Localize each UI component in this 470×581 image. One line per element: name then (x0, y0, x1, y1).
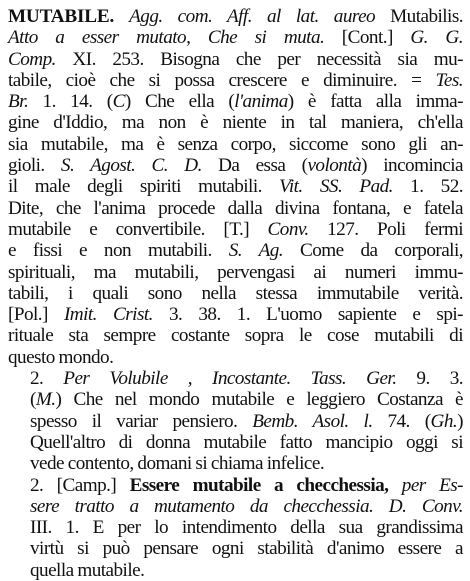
text-run (114, 6, 129, 27)
italic-run: S. Agost. C. D. (60, 155, 202, 177)
italic-run: Agg. com. Aff. al lat. aureo (129, 6, 376, 27)
text-run: ) incomincia (361, 155, 463, 177)
italic-run: C (112, 91, 125, 113)
text-run: 9. 3. (396, 368, 464, 390)
text-run: 1. 52. (392, 176, 464, 198)
text-run: 1. 14. ( (28, 91, 113, 113)
sense-3-paragraph (8, 475, 463, 581)
text-line (8, 517, 463, 538)
italic-run: M. (35, 389, 56, 411)
text-line (8, 176, 463, 197)
text-run: XI. 253. Bisogna che per necessità sia mu- (55, 48, 463, 70)
bold-run: Essere mutabile a checchessia, (129, 474, 389, 496)
text-line (8, 91, 463, 112)
text-run: spirituali, ma mutabili, pervengasi ai numeri immu- (8, 261, 463, 283)
text-run: ) (457, 410, 463, 432)
text-run: tabile, cioè che si possa crescere e diminuire. = (8, 69, 436, 91)
text-line (8, 368, 463, 389)
text-line (8, 6, 463, 27)
italic-run: Gh. (430, 410, 458, 432)
text-run: mutabile e convertibile. [T.] (8, 218, 268, 240)
text-run: vede contento, domani si chiama infelice. (30, 453, 325, 475)
text-line (8, 538, 463, 559)
text-line (8, 283, 463, 304)
text-line (8, 198, 463, 219)
italic-run: l'anima (234, 91, 288, 113)
text-line (8, 432, 463, 453)
text-run: ) Che nel mondo mutabile e leggiero Costanza è (55, 389, 463, 411)
text-run: quella mutabile. (30, 559, 145, 581)
text-line (8, 453, 463, 474)
text-run: ( (30, 389, 36, 411)
text-run: spesso il variar pensiero. (30, 410, 253, 432)
text-run: e fissi e non mutabili. (8, 240, 229, 262)
text-run (388, 475, 401, 496)
text-run: [Pol.] (8, 304, 64, 326)
italic-run: Per Volubile , Incostante. Tass. Ger. (63, 368, 397, 390)
italic-run: Imit. Crist. (63, 304, 153, 326)
text-run: Mutabilis. (375, 6, 464, 27)
text-line (8, 70, 463, 91)
italic-run: Conv. (267, 218, 309, 240)
text-line (8, 325, 463, 346)
text-run: questo mondo. (8, 346, 114, 368)
text-run: [Cont.] (324, 27, 411, 49)
text-line (8, 411, 463, 432)
text-line (8, 475, 463, 496)
italic-run: Br. (8, 91, 29, 113)
text-run: 3. 38. 1. L'uomo sapiente e spi- (152, 304, 464, 326)
text-run: Quell'altro di donna mutabile fatto mancipio oggi si (30, 431, 463, 453)
text-run: III. 1. E per lo intendimento della sua grandissima (30, 517, 463, 539)
text-run: sia mutabile, ma è senza corpo, siccome sono gli an- (8, 133, 463, 155)
text-line (8, 240, 463, 261)
text-line (8, 304, 463, 325)
text-run: rituale sta sempre costante sopra le cose mutabili di (8, 325, 463, 347)
text-run: Da essa ( (201, 155, 308, 177)
text-line (8, 112, 463, 133)
text-run: gioli. (8, 155, 61, 177)
text-run: tabili, i quali sono nella stessa immutabile verità. (8, 282, 463, 304)
text-run: ) è fatta alla imma- (287, 91, 463, 113)
text-run: 2. (30, 368, 64, 390)
text-run: ) Che ella ( (124, 91, 235, 113)
italic-run: S. Ag. (228, 240, 284, 262)
italic-run: Tes. (435, 69, 463, 91)
italic-run: Vit. SS. Pad. (279, 176, 393, 198)
text-line (8, 389, 463, 410)
text-run: Come da corporali, (283, 240, 463, 262)
text-line (8, 347, 463, 368)
text-line (8, 496, 463, 517)
italic-run: sere tratto a mutamento da checchessia. D. Conv. (30, 495, 463, 517)
italic-run: Bemb. Asol. l. (252, 410, 373, 432)
text-run: gine d'Iddio, ma non è niente in tal maniera, ch'ella (8, 112, 463, 134)
text-run: 127. Poli fermi (308, 218, 463, 240)
sense-2-paragraph (8, 368, 463, 474)
text-run: Dite, che l'anima procede dalla divina fontana, e fatela (8, 197, 463, 219)
text-line (8, 155, 463, 176)
headword: MUTABILE. (8, 6, 115, 27)
text-run: virtù si può pensare ogni stabilità d'animo essere a (30, 538, 463, 560)
text-line (8, 219, 463, 240)
italic-run: Comp. (8, 48, 56, 70)
italic-run: per Es- (401, 474, 463, 496)
entry-main-paragraph (8, 6, 463, 368)
italic-run: G. G. (410, 27, 463, 49)
italic-run: Atto a esser mutato, Che si muta. (8, 27, 325, 49)
text-line (8, 49, 463, 70)
text-run: 2. [Camp.] (30, 474, 130, 496)
text-line (8, 134, 463, 155)
text-line (8, 262, 463, 283)
text-run: il male degli spiriti mutabili. (8, 176, 280, 198)
text-line (8, 27, 463, 48)
text-run: 74. ( (372, 410, 431, 432)
italic-run: volontà (307, 155, 362, 177)
